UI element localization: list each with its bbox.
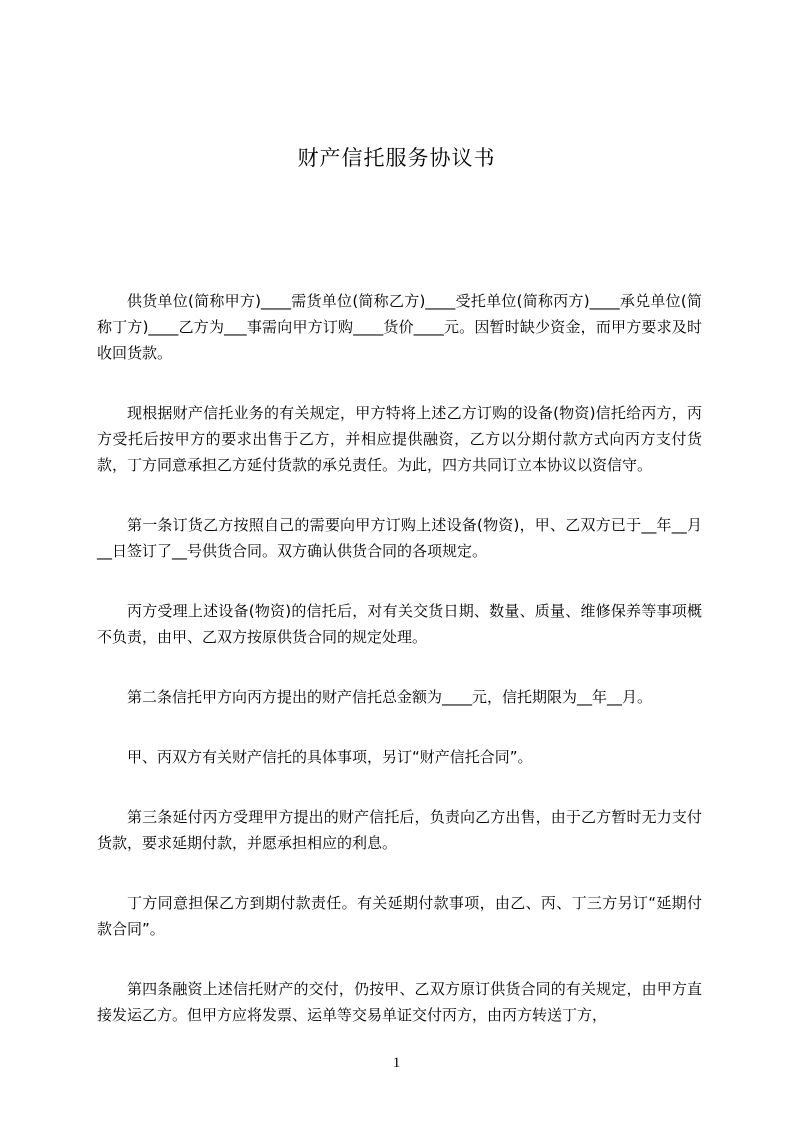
paragraph-purpose: 现根据财产信托业务的有关规定，甲方特将上述乙方订购的设备(物资)信托给丙方，丙方受托后按甲方的要求出售于乙方，并相应提供融资，乙方以分期付款方式向丙方支付货款，丁方同意承担乙方延付货款的承兑责任。为此，四方共同订立本协议以资信守。 xyxy=(97,404,702,474)
document-title: 财产信托服务协议书 xyxy=(297,146,496,170)
page-number: 1 xyxy=(392,1055,401,1071)
paragraph-article-3-deferral: 第三条延付丙方受理甲方提出的财产信托后，负责向乙方出售，由于乙方暂时无力支付货款，要求延期付款，并愿承担相应的利息。 xyxy=(97,808,702,852)
paragraph-parties: 供货单位(简称甲方)____需货单位(简称乙方)____受托单位(简称丙方)____承兑单位(简称丁方)____乙方为___事需向甲方订购____货价____元。因暂时缺少资金，而甲方要求及时收回货款。 xyxy=(97,292,702,362)
paragraph-article-1-liability: 丙方受理上述设备(物资)的信托后，对有关交货日期、数量、质量、维修保养等事项概不负责，由甲、乙双方按原供货合同的规定处理。 xyxy=(97,602,702,646)
paragraph-article-2-trust: 第二条信托甲方向丙方提出的财产信托总金额为____元，信托期限为__年__月。 xyxy=(127,688,653,706)
paragraph-article-1-order: 第一条订货乙方按照自己的需要向甲方订购上述设备(物资)，甲、乙双方已于__年__月__日签订了__号供货合同。双方确认供货合同的各项规定。 xyxy=(97,516,702,560)
paragraph-article-4-financing: 第四条融资上述信托财产的交付，仍按甲、乙双方原订供货合同的有关规定，由甲方直接发运乙方。但甲方应将发票、运单等交易单证交付丙方，由丙方转送丁方， xyxy=(97,980,702,1024)
paragraph-article-3-guarantee: 丁方同意担保乙方到期付款责任。有关延期付款事项，由乙、丙、丁三方另订“延期付款合同”。 xyxy=(97,894,702,938)
document-body xyxy=(97,288,702,1062)
paragraph-article-2-contract: 甲、丙双方有关财产信托的具体事项，另订“财产信托合同”。 xyxy=(127,748,533,766)
